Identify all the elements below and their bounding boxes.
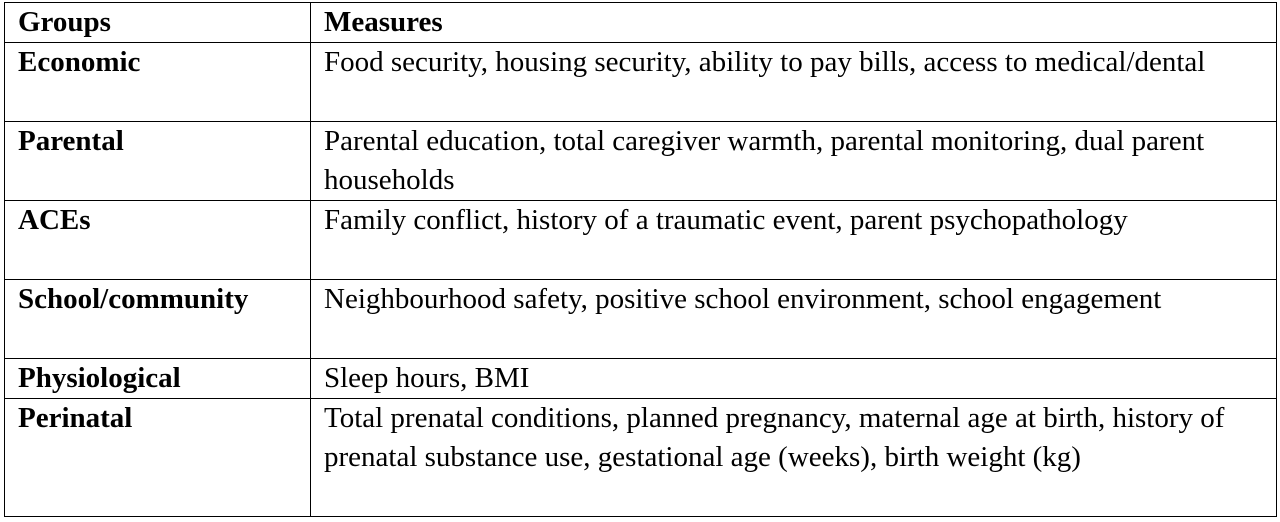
measures-cell: Family conflict, history of a traumatic event, parent psychopathology — [311, 201, 1277, 280]
measures-cell: Neighbourhood safety, positive school environment, school engagement — [311, 280, 1277, 359]
measures-cell: Total prenatal conditions, planned pregnancy, maternal age at birth, history of prenatal substance use, gestational age (weeks), birth weight (kg) — [311, 399, 1277, 517]
header-groups: Groups — [5, 3, 311, 43]
table-row — [5, 201, 1277, 280]
table-row — [5, 399, 1277, 517]
group-cell: Physiological — [5, 359, 311, 399]
measures-cell: Parental education, total caregiver warmth, parental monitoring, dual parent households — [311, 122, 1277, 201]
measures-table — [4, 2, 1277, 517]
group-cell: Economic — [5, 43, 311, 122]
group-cell: School/community — [5, 280, 311, 359]
group-cell: Parental — [5, 122, 311, 201]
table-row — [5, 280, 1277, 359]
measures-cell: Food security, housing security, ability to pay bills, access to medical/dental — [311, 43, 1277, 122]
measures-cell: Sleep hours, BMI — [311, 359, 1277, 399]
table-row — [5, 43, 1277, 122]
group-cell: Perinatal — [5, 399, 311, 517]
table-row — [5, 359, 1277, 399]
table-row — [5, 122, 1277, 201]
header-row — [5, 3, 1277, 43]
group-cell: ACEs — [5, 201, 311, 280]
header-measures: Measures — [311, 3, 1277, 43]
